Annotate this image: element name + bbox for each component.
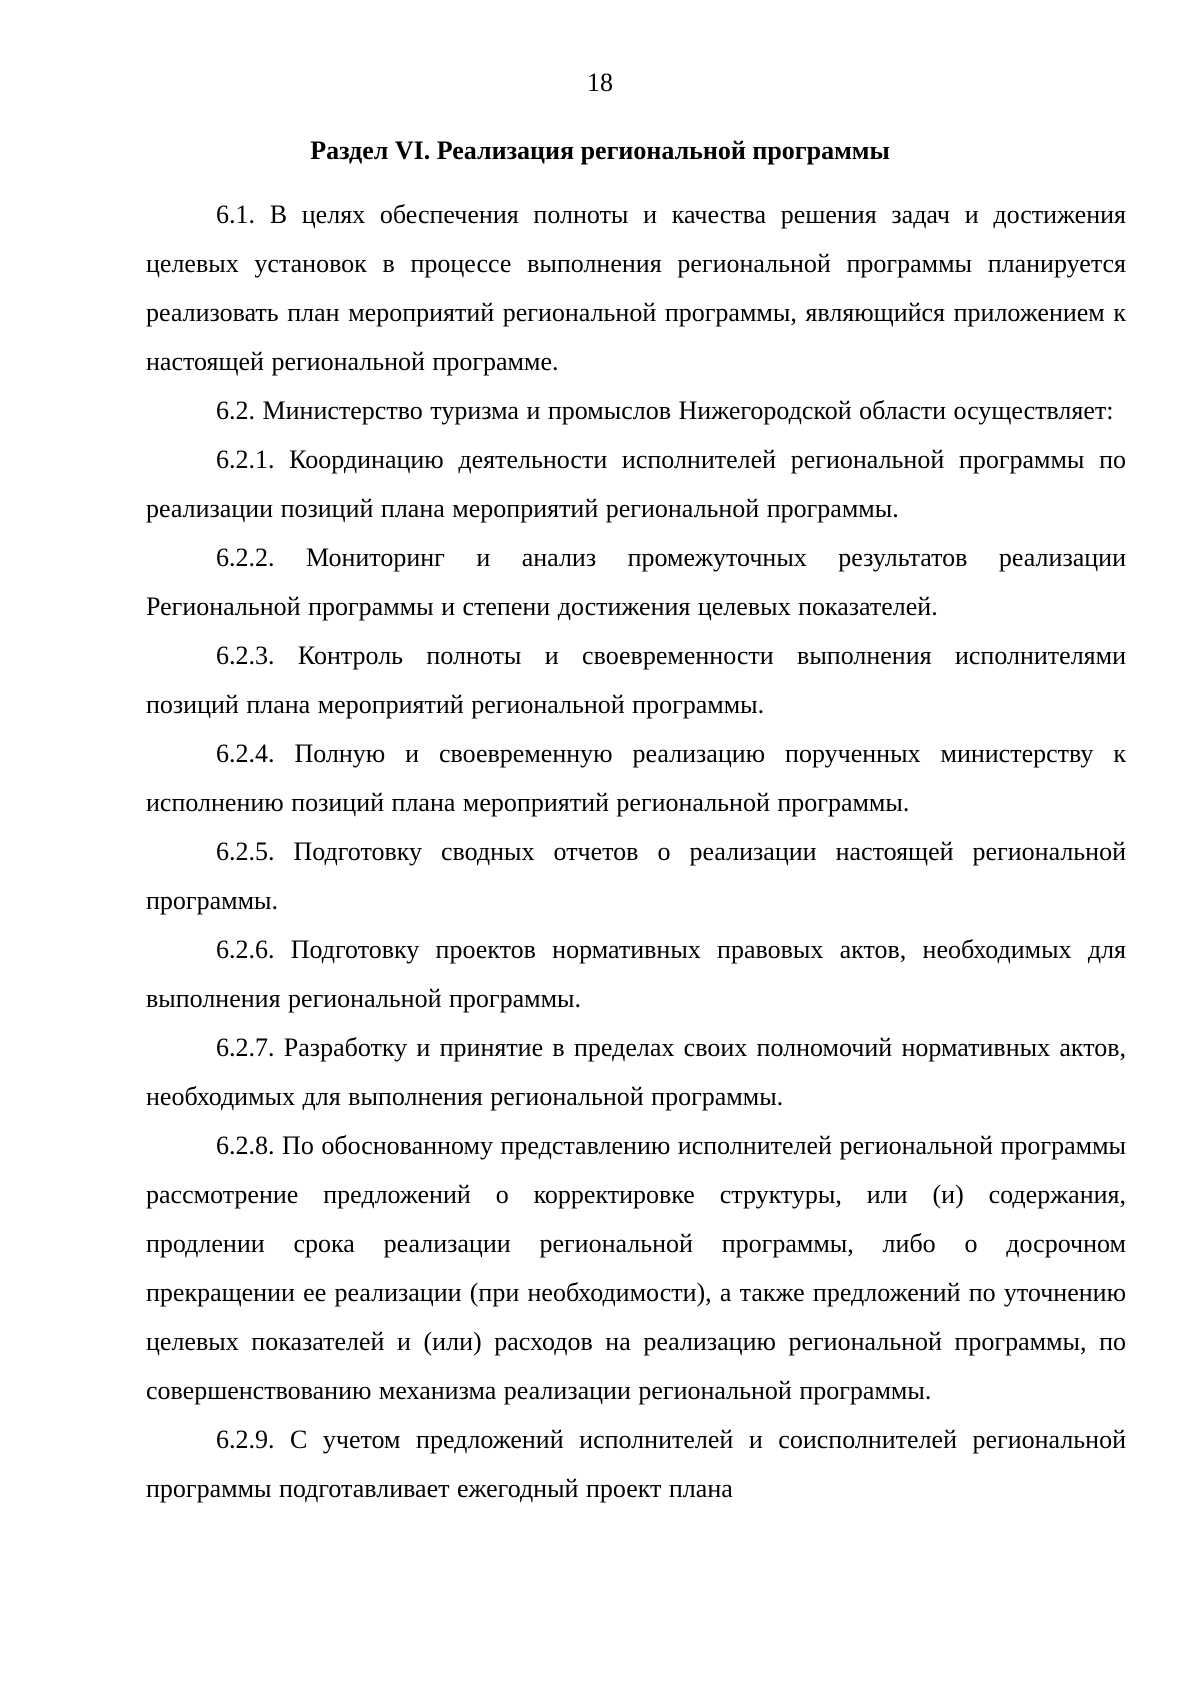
paragraph-6-2-4: 6.2.4. Полную и своевременную реализацию порученных министерству к исполнению позиций плана мероприятий региональной программы.: [146, 739, 1126, 817]
paragraph-6-2-2: 6.2.2. Мониторинг и анализ промежуточных результатов реализации Региональной программы и степени достижения целевых показателей.: [146, 543, 1126, 621]
paragraph-6-2-9: 6.2.9. С учетом предложений исполнителей и соисполнителей региональной программы подготавливает ежегодный проект плана: [146, 1425, 1126, 1503]
paragraph-6-2-3: 6.2.3. Контроль полноты и своевременности выполнения исполнителями позиций плана мероприятий региональной программы.: [146, 641, 1126, 719]
paragraph-6-2-6: 6.2.6. Подготовку проектов нормативных правовых актов, необходимых для выполнения региональной программы.: [146, 935, 1126, 1013]
document-body: [146, 190, 1126, 1513]
page-number: 18: [587, 68, 613, 97]
section-title: Раздел VI. Реализация региональной программы: [310, 136, 890, 165]
paragraph-6-2-5: 6.2.5. Подготовку сводных отчетов о реализации настоящей региональной программы.: [146, 837, 1126, 915]
paragraph-6-2: 6.2. Министерство туризма и промыслов Нижегородской области осуществляет:: [216, 396, 1114, 425]
paragraph-6-2-8: 6.2.8. По обоснованному представлению исполнителей региональной программы рассмотрение предложений о корректировке структуры, или (и) содержания, продлении срока реализации региональной программы, либо о досрочном прекращении ее реализации (при необходимости), а также предложений по уточнению целевых показателей и (или) расходов на реализацию региональной программы, по совершенствованию механизма реализации региональной программы.: [146, 1131, 1126, 1405]
paragraph-6-1: 6.1. В целях обеспечения полноты и качества решения задач и достижения целевых установок в процессе выполнения региональной программы планируется реализовать план мероприятий региональной программы, являющийся приложением к настоящей региональной программе.: [146, 200, 1126, 376]
paragraph-6-2-7: 6.2.7. Разработку и принятие в пределах своих полномочий нормативных актов, необходимых для выполнения региональной программы.: [146, 1033, 1126, 1111]
paragraph-6-2-1: 6.2.1. Координацию деятельности исполнителей региональной программы по реализации позиций плана мероприятий региональной программы.: [146, 445, 1126, 523]
